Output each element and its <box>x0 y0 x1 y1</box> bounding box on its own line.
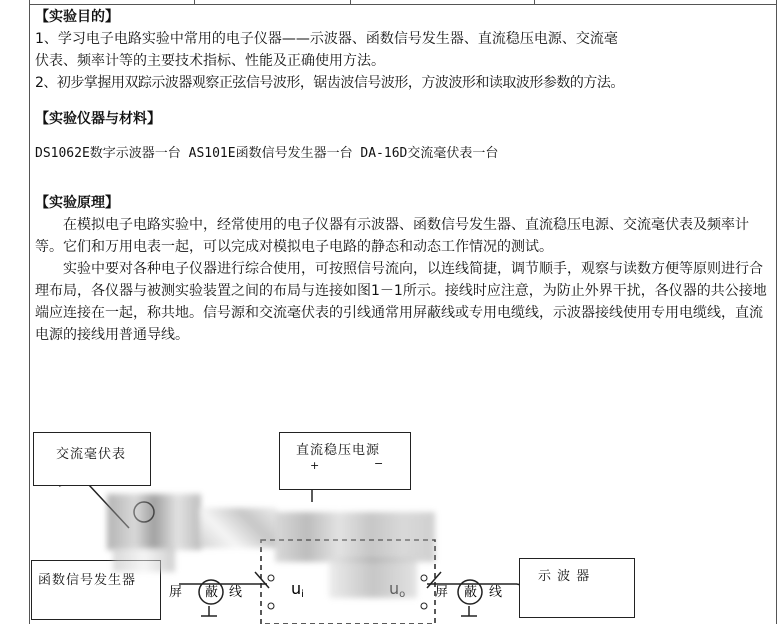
ui-label: ui <box>291 579 304 600</box>
equipment-heading: 【实验仪器与材料】 <box>35 111 161 127</box>
dc-supply-box <box>279 432 411 490</box>
dc-minus-label: − <box>374 457 385 470</box>
shield-right-char-2: 蔽 <box>464 585 478 600</box>
oscilloscope-box <box>519 558 635 618</box>
shield-right-char-1: 屏 <box>435 585 449 600</box>
oscilloscope-label: 示 波 器 <box>538 569 591 584</box>
obscured-region <box>329 558 417 598</box>
shield-left-char-3: 线 <box>229 585 243 600</box>
shield-left-char-2: 蔽 <box>205 585 219 600</box>
obscured-region <box>113 548 175 572</box>
principle-paragraph-2: 实验中要对各种电子仪器进行综合使用，可按照信号流向，以连线简捷，调节顺手，观察与读数方便等原则进行合理布局，各仪器与被测实验装置之间的布局与连接如图1－1所示。接线时应注意，为防止外界干扰，各仪器的共公接地端应连接在一起，称共地。信号源和交流毫伏表的引线通常用屏蔽线或专用电缆线，示波器接线使用专用电缆线，直流电源的接线用普通导线。 <box>35 261 767 343</box>
wiring-diagram <box>29 428 777 624</box>
shield-left-char-1: 屏 <box>169 585 183 600</box>
ac-voltmeter-box <box>33 432 151 486</box>
principle-paragraph-1: 在模拟电子电路实验中，经常使用的电子仪器有示波器、函数信号发生器、直流稳压电源、交流毫伏表及频率计等。它们和万用电表一起，可以完成对模拟电子电路的静态和动态工作情况的测试。 <box>35 217 749 255</box>
function-generator-label: 函数信号发生器 <box>38 573 137 588</box>
equipment-list: DS1062E数字示波器一台 AS101E函数信号发生器一台 DA-16D交流毫伏表一台 <box>35 146 499 161</box>
purpose-heading: 【实验目的】 <box>35 9 119 25</box>
purpose-line-1: 1、学习电子电路实验中常用的电子仪器——示波器、函数信号发生器、直流稳压电源、交流毫 <box>35 31 618 47</box>
ac-voltmeter-label: 交流毫伏表 <box>56 447 127 462</box>
document-content <box>35 6 771 346</box>
dc-plus-label: + <box>310 459 321 472</box>
obscured-region <box>107 494 201 550</box>
principle-heading: 【实验原理】 <box>35 195 119 211</box>
obscured-region <box>199 508 277 548</box>
shield-right-char-3: 线 <box>489 585 503 600</box>
purpose-line-3: 2、初步掌握用双踪示波器观察正弦信号波形，锯齿波信号波形，方波波形和读取波形参数的方法。 <box>35 75 624 91</box>
obscured-region <box>275 512 435 562</box>
dc-supply-label: 直流稳压电源 <box>296 443 381 458</box>
purpose-line-2: 伏表、频率计等的主要技术指标、性能及正确使用方法。 <box>35 53 385 69</box>
